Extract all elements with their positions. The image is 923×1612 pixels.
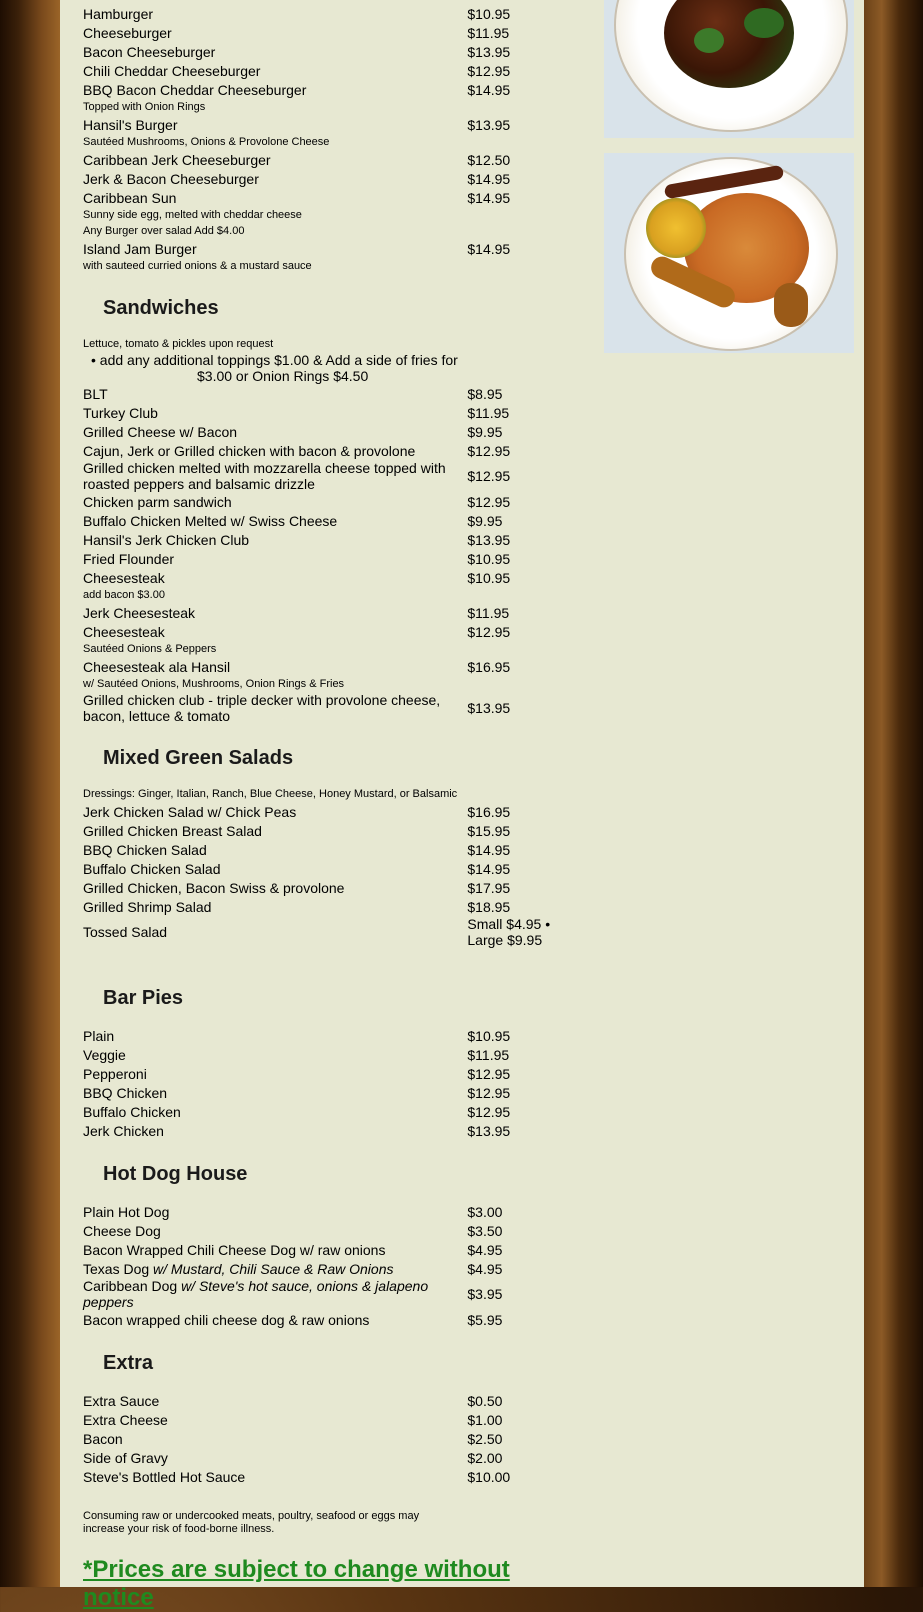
menu-item-row xyxy=(83,1102,563,1121)
item-name-text: Texas Dog xyxy=(83,1260,154,1277)
item-name-text: Chicken parm sandwich xyxy=(83,493,232,510)
menu-item-name xyxy=(83,44,467,60)
menu-item-row xyxy=(83,859,563,878)
food-photo-grilled-plate xyxy=(604,0,854,138)
item-note: add bacon $3.00 xyxy=(83,589,165,601)
menu-item-price: $3.95 xyxy=(467,1286,503,1302)
menu-item-price: $3.50 xyxy=(467,1222,503,1239)
item-name-text: Hansil's Jerk Chicken Club xyxy=(83,531,250,548)
item-name-text: Fried Flounder xyxy=(83,550,175,567)
section-title-extra: Extra xyxy=(103,1352,154,1374)
item-name-text: Cheesesteak xyxy=(83,623,165,640)
menu-item-price: $12.95 xyxy=(467,62,511,79)
item-name-text: Tossed Salad xyxy=(83,924,168,940)
menu-item-row xyxy=(83,1202,563,1221)
menu-item-name xyxy=(83,241,467,257)
item-note: Topped with Onion Rings xyxy=(83,101,206,113)
food-safety-disclaimer: Consuming raw or undercooked meats, poultry, seafood or eggs may increase your risk of food-borne illness. xyxy=(83,1510,420,1535)
menu-item-row xyxy=(83,568,563,587)
item-name-text: Caribbean Dog xyxy=(83,1278,182,1294)
menu-item-price: $15.95 xyxy=(467,822,511,839)
menu-item-name xyxy=(83,551,467,567)
menu-content xyxy=(83,4,563,1612)
menu-item-price: $13.95 xyxy=(467,43,511,60)
menu-item-price: $0.50 xyxy=(467,1392,503,1409)
menu-item-name xyxy=(83,659,467,675)
menu-item-price: $16.95 xyxy=(467,803,511,820)
menu-item-row xyxy=(83,1278,563,1310)
menu-item-price: $13.95 xyxy=(467,700,511,716)
item-name-text: Bacon xyxy=(83,1430,123,1447)
menu-item-row xyxy=(83,1240,563,1259)
item-name-text: Cheese Dog xyxy=(83,1222,161,1239)
item-name-text: Pepperoni xyxy=(83,1065,147,1082)
menu-item-row xyxy=(83,530,563,549)
menu-item-name xyxy=(83,899,467,915)
menu-item-price: $1.00 xyxy=(467,1411,503,1428)
menu-item-row xyxy=(83,622,563,641)
menu-item-price: $11.95 xyxy=(467,404,510,421)
menu-item-row xyxy=(83,188,563,207)
item-description: w/ Steve's hot sauce, onions & jalapeno peppers xyxy=(83,1278,429,1310)
menu-item-price: $11.95 xyxy=(467,24,510,41)
menu-item-name xyxy=(83,924,467,940)
item-name-text: Grilled chicken melted with mozzarella cheese topped with roasted peppers and balsamic drizzle xyxy=(83,460,446,492)
menu-item-row xyxy=(83,441,563,460)
item-name-text: Veggie xyxy=(83,1046,126,1063)
menu-item-row xyxy=(83,878,563,897)
menu-item-name xyxy=(83,63,467,79)
item-name-text: Grilled Chicken Breast Salad xyxy=(83,822,262,839)
menu-item-price: $14.95 xyxy=(467,860,511,877)
section-title-hot-dogs: Hot Dog House xyxy=(103,1163,248,1185)
item-name-text: Jerk Cheesesteak xyxy=(83,604,196,621)
menu-item-name xyxy=(83,443,467,459)
menu-item-name xyxy=(83,1223,467,1239)
menu-item-row xyxy=(83,1083,563,1102)
menu-item-name xyxy=(83,605,467,621)
menu-item-row xyxy=(83,1259,563,1278)
menu-item-price: $12.95 xyxy=(467,468,511,484)
menu-item-name xyxy=(83,804,467,820)
menu-item-name xyxy=(83,880,467,896)
item-note: Sautéed Onions & Peppers xyxy=(83,643,217,655)
menu-item-name xyxy=(83,1123,467,1139)
menu-item-name xyxy=(83,532,467,548)
section-title-salads: Mixed Green Salads xyxy=(103,747,294,769)
hot-dogs-list xyxy=(83,1202,563,1329)
food-photo-rice-plate xyxy=(604,153,854,353)
menu-item-price: $12.95 xyxy=(467,623,511,640)
menu-item-name xyxy=(83,25,467,41)
menu-item-name xyxy=(83,570,467,586)
menu-item-name xyxy=(83,1278,467,1310)
menu-item-name xyxy=(83,513,467,529)
menu-item-name xyxy=(83,842,467,858)
menu-item-row xyxy=(83,657,563,676)
menu-item-price: $11.95 xyxy=(467,1046,510,1063)
menu-item-name xyxy=(83,1393,467,1409)
menu-item-name xyxy=(83,692,467,724)
item-note: Sunny side egg, melted with cheddar cheese xyxy=(83,209,302,221)
item-name-text: Bacon Wrapped Chili Cheese Dog w/ raw onions xyxy=(83,1241,386,1258)
menu-item-price: $10.95 xyxy=(467,569,511,586)
item-name-text: Caribbean Jerk Cheeseburger xyxy=(83,151,271,168)
menu-item-name xyxy=(83,386,467,402)
menu-item-row xyxy=(83,821,563,840)
item-name-text: Steve's Bottled Hot Sauce xyxy=(83,1468,246,1485)
menu-item-row xyxy=(83,897,563,916)
sandwiches-list xyxy=(83,384,563,724)
item-name-text: Hamburger xyxy=(83,5,154,22)
menu-item-price: $16.95 xyxy=(467,658,511,675)
prices-notice: *Prices are subject to change without notice xyxy=(83,1556,510,1611)
menu-item-price: $4.95 xyxy=(467,1260,503,1277)
menu-item-row xyxy=(83,403,563,422)
item-name-text: Extra Cheese xyxy=(83,1411,168,1428)
item-name-text: Hansil's Burger xyxy=(83,116,178,133)
menu-item-row xyxy=(83,1026,563,1045)
menu-item-name xyxy=(83,1047,467,1063)
menu-item-row xyxy=(83,1310,563,1329)
item-name-text: Extra Sauce xyxy=(83,1392,160,1409)
item-name-text: Cheesesteak ala Hansil xyxy=(83,658,231,675)
item-name-text: Island Jam Burger xyxy=(83,240,197,257)
menu-item-price: $13.95 xyxy=(467,531,511,548)
item-note: w/ Sautéed Onions, Mushrooms, Onion Rings & Fries xyxy=(83,678,345,690)
menu-item-name xyxy=(83,424,467,440)
menu-item-name xyxy=(83,1412,467,1428)
item-name-text: Bacon wrapped chili cheese dog & raw onions xyxy=(83,1311,370,1328)
menu-item-name xyxy=(83,1066,467,1082)
wood-background-right xyxy=(864,0,923,1587)
menu-item-row xyxy=(83,80,563,99)
item-name-text: Buffalo Chicken Salad xyxy=(83,860,221,877)
menu-item-price: $5.95 xyxy=(467,1311,503,1328)
menu-item-price: $10.95 xyxy=(467,5,511,22)
item-name-text: Cheesesteak xyxy=(83,569,165,586)
item-note: with sauteed curried onions & a mustard sauce xyxy=(83,260,312,272)
item-name-text: BBQ Chicken Salad xyxy=(83,841,207,858)
item-name-text: Grilled chicken club - triple decker with provolone cheese, bacon, lettuce & tomato xyxy=(83,692,441,724)
menu-item-price: $12.95 xyxy=(467,1084,511,1101)
menu-item-row xyxy=(83,169,563,188)
menu-item-name xyxy=(83,1431,467,1447)
menu-item-name xyxy=(83,1104,467,1120)
item-name-text: Grilled Chicken, Bacon Swiss & provolone xyxy=(83,879,345,896)
item-name-text: Caribbean Sun xyxy=(83,189,177,206)
menu-item-row xyxy=(83,1121,563,1140)
menu-item-price: $12.95 xyxy=(467,1103,511,1120)
item-name-text: BBQ Bacon Cheddar Cheeseburger xyxy=(83,81,307,98)
menu-item-name xyxy=(83,405,467,421)
item-name-text: Chili Cheddar Cheeseburger xyxy=(83,62,261,79)
bar-pies-list xyxy=(83,1026,563,1140)
menu-item-name xyxy=(83,171,467,187)
menu-item-row xyxy=(83,1064,563,1083)
menu-item-name xyxy=(83,190,467,206)
item-name-text: BLT xyxy=(83,385,108,402)
item-name-text: Jerk Chicken xyxy=(83,1122,164,1139)
menu-item-name xyxy=(83,494,467,510)
menu-item-price: $4.95 xyxy=(467,1241,503,1258)
menu-item-row xyxy=(83,511,563,530)
menu-item-name xyxy=(83,1204,467,1220)
menu-item-row xyxy=(83,1429,563,1448)
menu-item-name xyxy=(83,861,467,877)
menu-item-name xyxy=(83,82,467,98)
salads-list xyxy=(83,802,563,948)
item-name-text: Buffalo Chicken Melted w/ Swiss Cheese xyxy=(83,512,338,529)
section-title-bar-pies: Bar Pies xyxy=(103,987,184,1009)
menu-item-price: $9.95 xyxy=(467,423,503,440)
menu-item-row xyxy=(83,460,563,492)
menu-item-price: $12.95 xyxy=(467,493,511,510)
menu-item-price: $14.95 xyxy=(467,170,511,187)
menu-item-name xyxy=(83,1085,467,1101)
menu-item-name xyxy=(83,1242,467,1258)
extra-list xyxy=(83,1391,563,1486)
wood-background-left xyxy=(0,0,60,1587)
menu-item-price: $12.95 xyxy=(467,442,511,459)
menu-item-price: $11.95 xyxy=(467,604,510,621)
menu-item-name xyxy=(83,1028,467,1044)
menu-item-price: $18.95 xyxy=(467,898,511,915)
menu-item-row xyxy=(83,549,563,568)
menu-item-name xyxy=(83,624,467,640)
menu-item-price: $12.50 xyxy=(467,151,511,168)
item-name-text: Plain Hot Dog xyxy=(83,1203,170,1220)
menu-item-row xyxy=(83,840,563,859)
item-name-text: Cheeseburger xyxy=(83,24,172,41)
menu-item-name xyxy=(83,152,467,168)
menu-item-row xyxy=(83,492,563,511)
menu-item-row xyxy=(83,692,563,724)
menu-item-row xyxy=(83,916,563,948)
item-name-text: Jerk Chicken Salad w/ Chick Peas xyxy=(83,803,297,820)
menu-item-row xyxy=(83,150,563,169)
menu-item-price: $8.95 xyxy=(467,385,503,402)
menu-item-price: $14.95 xyxy=(467,841,511,858)
menu-item-name xyxy=(83,460,467,492)
sandwiches-note: Lettuce, tomato & pickles upon request xyxy=(83,338,274,350)
menu-item-price: $14.95 xyxy=(467,189,511,206)
item-note: Sautéed Mushrooms, Onions & Provolone Cheese xyxy=(83,136,330,148)
menu-item-row xyxy=(83,802,563,821)
menu-item-row xyxy=(83,23,563,42)
menu-item-row xyxy=(83,1391,563,1410)
menu-item-row xyxy=(83,384,563,403)
item-name-text: Side of Gravy xyxy=(83,1449,168,1466)
item-name-text: Turkey Club xyxy=(83,404,158,421)
menu-item-price: $14.95 xyxy=(467,81,511,98)
item-description: w/ Mustard, Chili Sauce & Raw Onions xyxy=(153,1260,394,1277)
sandwiches-toppings-bullet xyxy=(83,352,563,384)
burgers-list xyxy=(83,4,563,274)
menu-item-price: $14.95 xyxy=(467,240,511,257)
item-name-text: Buffalo Chicken xyxy=(83,1103,181,1120)
menu-item-row xyxy=(83,61,563,80)
menu-item-row xyxy=(83,603,563,622)
menu-item-name xyxy=(83,1450,467,1466)
menu-item-name xyxy=(83,1312,467,1328)
menu-item-price: $10.95 xyxy=(467,550,511,567)
section-title-sandwiches: Sandwiches xyxy=(103,297,219,319)
item-name-text: Bacon Cheeseburger xyxy=(83,43,216,60)
item-name-text: Plain xyxy=(83,1027,115,1044)
menu-item-row xyxy=(83,1045,563,1064)
menu-item-row xyxy=(83,115,563,134)
menu-item-name xyxy=(83,6,467,22)
menu-item-price: $2.00 xyxy=(467,1449,503,1466)
menu-item-name xyxy=(83,1469,467,1485)
menu-item-row xyxy=(83,1221,563,1240)
menu-item-name xyxy=(83,1261,467,1277)
menu-item-price: $3.00 xyxy=(467,1203,503,1220)
menu-item-price: $9.95 xyxy=(467,512,503,529)
menu-item-row xyxy=(83,1448,563,1467)
item-note: Any Burger over salad Add $4.00 xyxy=(83,225,245,237)
menu-item-price: Small $4.95 • Large $9.95 xyxy=(467,916,551,948)
menu-item-row xyxy=(83,1410,563,1429)
bullet-line-2: $3.00 or Onion Rings $4.50 xyxy=(197,368,369,384)
item-name-text: Grilled Cheese w/ Bacon xyxy=(83,423,238,440)
item-name-text: Grilled Shrimp Salad xyxy=(83,898,212,915)
item-name-text: Jerk & Bacon Cheeseburger xyxy=(83,170,259,187)
menu-item-name xyxy=(83,117,467,133)
item-name-text: BBQ Chicken xyxy=(83,1084,168,1101)
menu-item-price: $2.50 xyxy=(467,1430,503,1447)
menu-item-row xyxy=(83,239,563,258)
salads-dressings-note: Dressings: Ginger, Italian, Ranch, Blue Cheese, Honey Mustard, or Balsamic xyxy=(83,788,458,800)
bullet-line-1: • add any additional toppings $1.00 & Add a side of fries for xyxy=(91,352,458,368)
menu-item-name xyxy=(83,823,467,839)
item-name-text: Cajun, Jerk or Grilled chicken with bacon & provolone xyxy=(83,442,416,459)
menu-item-price: $13.95 xyxy=(467,1122,511,1139)
menu-item-price: $10.00 xyxy=(467,1468,511,1485)
menu-item-price: $12.95 xyxy=(467,1065,511,1082)
menu-item-row xyxy=(83,4,563,23)
menu-item-price: $13.95 xyxy=(467,116,511,133)
menu-item-row xyxy=(83,1467,563,1486)
menu-item-row xyxy=(83,42,563,61)
menu-item-price: $17.95 xyxy=(467,879,511,896)
menu-item-row xyxy=(83,422,563,441)
menu-item-price: $10.95 xyxy=(467,1027,511,1044)
